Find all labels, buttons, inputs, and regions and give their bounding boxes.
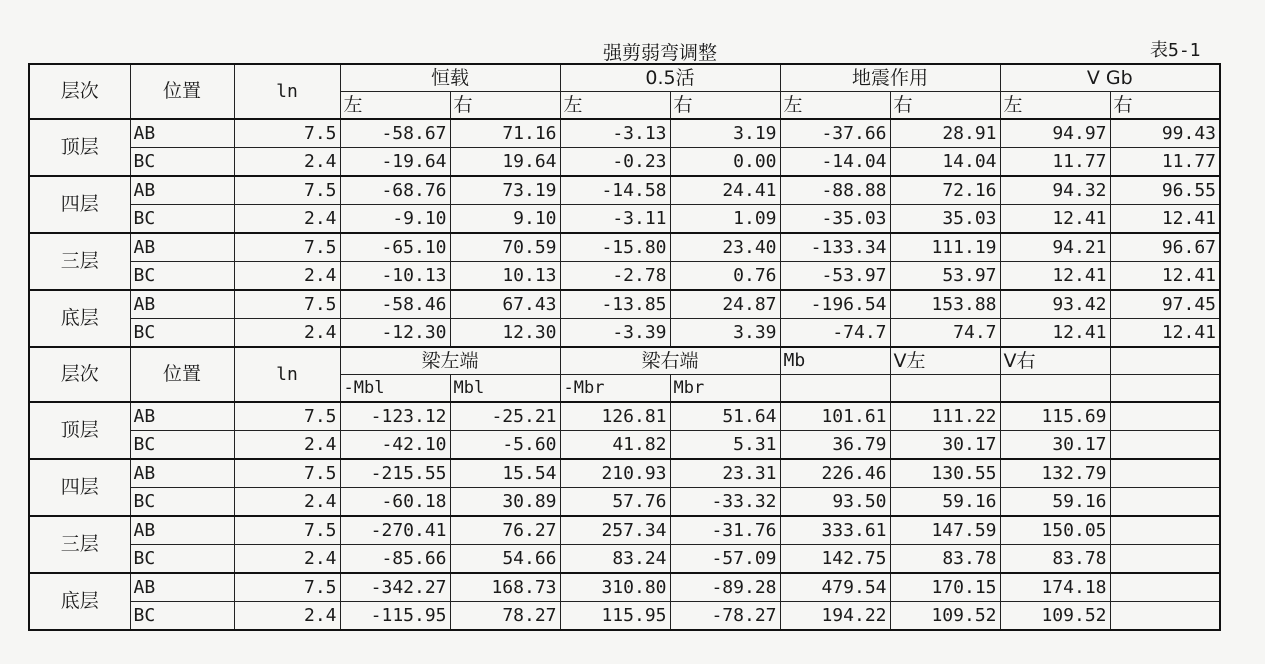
value-cell: -88.88 [780,176,890,205]
value-cell: -3.11 [560,205,670,234]
value-cell: 194.22 [780,602,890,631]
value-cell: -19.64 [340,148,450,177]
value-cell: -31.76 [670,516,780,545]
value-cell: 479.54 [780,573,890,602]
value-cell: 54.66 [450,545,560,574]
value-cell: 36.79 [780,431,890,460]
value-cell: -196.54 [780,290,890,319]
value-cell: 333.61 [780,516,890,545]
value-cell: 3.19 [670,119,780,148]
value-cell: 30.17 [890,431,1000,460]
header-v-right: V右 [1000,347,1110,375]
value-cell: 97.45 [1110,290,1220,319]
header-sub: -Mbl [340,375,450,403]
value-cell: -58.46 [340,290,450,319]
value-cell: -123.12 [340,402,450,431]
header-left: 左 [340,92,450,120]
table-row [29,545,1220,574]
value-cell: 94.32 [1000,176,1110,205]
value-cell: 96.55 [1110,176,1220,205]
table-row [29,459,1220,488]
ln-cell: 7.5 [234,119,340,148]
ln-cell: 7.5 [234,176,340,205]
value-cell: -270.41 [340,516,450,545]
value-cell: 109.52 [890,602,1000,631]
value-cell: 1.09 [670,205,780,234]
value-cell: -37.66 [780,119,890,148]
value-cell: 96.67 [1110,233,1220,262]
value-cell: 94.21 [1000,233,1110,262]
position-cell: BC [130,319,234,348]
header-floor: 层次 [29,347,130,402]
value-cell: 76.27 [450,516,560,545]
value-cell: 23.40 [670,233,780,262]
value-cell: 170.15 [890,573,1000,602]
value-cell: 67.43 [450,290,560,319]
value-cell: 24.87 [670,290,780,319]
empty-cell [780,375,890,403]
empty-cell [890,375,1000,403]
value-cell: -14.58 [560,176,670,205]
value-cell: 78.27 [450,602,560,631]
value-cell: 147.59 [890,516,1000,545]
value-cell: 74.7 [890,319,1000,348]
table-title: 强剪弱弯调整 [602,42,717,64]
ln-cell: 7.5 [234,290,340,319]
value-cell: -74.7 [780,319,890,348]
value-cell: 130.55 [890,459,1000,488]
value-cell: 51.64 [670,402,780,431]
position-cell: AB [130,402,234,431]
value-cell: -89.28 [670,573,780,602]
value-cell: 30.89 [450,488,560,517]
header-right: 右 [1110,92,1220,120]
value-cell: 24.41 [670,176,780,205]
floor-label: 顶层 [29,402,130,459]
header-right: 右 [670,92,780,120]
value-cell: 111.19 [890,233,1000,262]
header-position: 位置 [130,347,234,402]
value-cell: -3.13 [560,119,670,148]
value-cell: 126.81 [560,402,670,431]
value-cell: 153.88 [890,290,1000,319]
table-row [29,233,1220,262]
value-cell: -15.80 [560,233,670,262]
header-sub: Mbl [450,375,560,403]
header-left: 左 [560,92,670,120]
value-cell: 101.61 [780,402,890,431]
ln-cell: 2.4 [234,319,340,348]
value-cell: 41.82 [560,431,670,460]
position-cell: BC [130,148,234,177]
value-cell: 93.50 [780,488,890,517]
ln-cell: 7.5 [234,573,340,602]
table-row [29,488,1220,517]
value-cell: -342.27 [340,573,450,602]
value-cell: -42.10 [340,431,450,460]
value-cell: -13.85 [560,290,670,319]
header-sub: Mbr [670,375,780,403]
header-sub: -Mbr [560,375,670,403]
value-cell: 83.24 [560,545,670,574]
value-cell: 57.76 [560,488,670,517]
value-cell: 11.77 [1110,148,1220,177]
value-cell: 115.69 [1000,402,1110,431]
position-cell: BC [130,602,234,631]
position-cell: BC [130,205,234,234]
table-row [29,573,1220,602]
ln-cell: 2.4 [234,602,340,631]
value-cell: 10.13 [450,262,560,291]
ln-cell: 7.5 [234,516,340,545]
value-cell: 73.19 [450,176,560,205]
position-cell: BC [130,431,234,460]
value-cell: 12.41 [1110,262,1220,291]
value-cell: 28.91 [890,119,1000,148]
value-cell: 23.31 [670,459,780,488]
value-cell: -5.60 [450,431,560,460]
header-left: 左 [1000,92,1110,120]
value-cell: 9.10 [450,205,560,234]
value-cell: -0.23 [560,148,670,177]
value-cell: -9.10 [340,205,450,234]
value-cell: 70.59 [450,233,560,262]
value-cell: 12.30 [450,319,560,348]
value-cell: 53.97 [890,262,1000,291]
empty-cell [1110,602,1220,631]
floor-label: 底层 [29,573,130,630]
value-cell: 0.76 [670,262,780,291]
ln-cell: 7.5 [234,459,340,488]
header-mb: Mb [780,347,890,375]
floor-label: 四层 [29,459,130,516]
value-cell: -25.21 [450,402,560,431]
ln-cell: 2.4 [234,148,340,177]
value-cell: 83.78 [1000,545,1110,574]
floor-label: 三层 [29,516,130,573]
empty-cell [1110,431,1220,460]
header-group-beam-right: 梁右端 [560,347,780,375]
header-v-left: V左 [890,347,1000,375]
value-cell: 174.18 [1000,573,1110,602]
value-cell: -60.18 [340,488,450,517]
value-cell: -78.27 [670,602,780,631]
value-cell: -58.67 [340,119,450,148]
value-cell: 310.80 [560,573,670,602]
empty-cell [1110,488,1220,517]
value-cell: 257.34 [560,516,670,545]
header-right: 右 [450,92,560,120]
value-cell: -3.39 [560,319,670,348]
ln-cell: 2.4 [234,431,340,460]
value-cell: -57.09 [670,545,780,574]
table-row [29,290,1220,319]
position-cell: AB [130,176,234,205]
value-cell: 72.16 [890,176,1000,205]
position-cell: BC [130,545,234,574]
value-cell: 5.31 [670,431,780,460]
header-ln: ln [234,347,340,402]
value-cell: 210.93 [560,459,670,488]
value-cell: 12.41 [1000,262,1110,291]
position-cell: AB [130,119,234,148]
ln-cell: 2.4 [234,262,340,291]
position-cell: AB [130,233,234,262]
header-left: 左 [780,92,890,120]
value-cell: -68.76 [340,176,450,205]
position-cell: AB [130,516,234,545]
table-row [29,602,1220,631]
value-cell: 99.43 [1110,119,1220,148]
table-row [29,402,1220,431]
value-cell: 93.42 [1000,290,1110,319]
table-row [29,205,1220,234]
value-cell: 12.41 [1110,205,1220,234]
value-cell: 226.46 [780,459,890,488]
value-cell: 12.41 [1000,205,1110,234]
position-cell: AB [130,573,234,602]
table-number: 表5-1 [1150,40,1201,61]
value-cell: 109.52 [1000,602,1110,631]
empty-cell [1110,375,1220,403]
ln-cell: 2.4 [234,205,340,234]
empty-cell [1110,545,1220,574]
empty-cell [1110,347,1220,375]
value-cell: -14.04 [780,148,890,177]
position-cell: BC [130,262,234,291]
value-cell: 3.39 [670,319,780,348]
floor-label: 底层 [29,290,130,347]
header-position: 位置 [130,64,234,119]
header-ln: ln [234,64,340,119]
value-cell: 12.41 [1000,319,1110,348]
value-cell: 94.97 [1000,119,1110,148]
position-cell: AB [130,290,234,319]
value-cell: 132.79 [1000,459,1110,488]
value-cell: 83.78 [890,545,1000,574]
value-cell: 59.16 [1000,488,1110,517]
value-cell: 19.64 [450,148,560,177]
floor-label: 三层 [29,233,130,290]
floor-label: 四层 [29,176,130,233]
header-group-v-gb: V Gb [1000,64,1220,92]
value-cell: 15.54 [450,459,560,488]
empty-cell [1110,516,1220,545]
value-cell: 111.22 [890,402,1000,431]
value-cell: 30.17 [1000,431,1110,460]
value-cell: -133.34 [780,233,890,262]
table-row [29,431,1220,460]
floor-label: 顶层 [29,119,130,176]
value-cell: -53.97 [780,262,890,291]
value-cell: -2.78 [560,262,670,291]
value-cell: 168.73 [450,573,560,602]
value-cell: 11.77 [1000,148,1110,177]
position-cell: AB [130,459,234,488]
value-cell: -65.10 [340,233,450,262]
header-group-seismic: 地震作用 [780,64,1000,92]
value-cell: -10.13 [340,262,450,291]
value-cell: 115.95 [560,602,670,631]
value-cell: 142.75 [780,545,890,574]
value-cell: -215.55 [340,459,450,488]
header-group-dead-load: 恒载 [340,64,560,92]
value-cell: -85.66 [340,545,450,574]
ln-cell: 2.4 [234,488,340,517]
value-cell: 150.05 [1000,516,1110,545]
value-cell: 0.00 [670,148,780,177]
ln-cell: 7.5 [234,402,340,431]
value-cell: -35.03 [780,205,890,234]
empty-cell [1110,402,1220,431]
table-row [29,148,1220,177]
value-cell: -115.95 [340,602,450,631]
value-cell: 14.04 [890,148,1000,177]
table-row [29,262,1220,291]
header-group-live-load: 0.5活 [560,64,780,92]
empty-cell [1110,459,1220,488]
table-row [29,516,1220,545]
position-cell: BC [130,488,234,517]
value-cell: 12.41 [1110,319,1220,348]
value-cell: 35.03 [890,205,1000,234]
value-cell: -33.32 [670,488,780,517]
value-cell: -12.30 [340,319,450,348]
header-right: 右 [890,92,1000,120]
header-floor: 层次 [29,64,130,119]
ln-cell: 7.5 [234,233,340,262]
table-row [29,119,1220,148]
table-row [29,176,1220,205]
shear-adjustment-table [28,63,1221,631]
empty-cell [1000,375,1110,403]
value-cell: 71.16 [450,119,560,148]
empty-cell [1110,573,1220,602]
header-group-beam-left: 梁左端 [340,347,560,375]
table-row [29,319,1220,348]
value-cell: 59.16 [890,488,1000,517]
ln-cell: 2.4 [234,545,340,574]
